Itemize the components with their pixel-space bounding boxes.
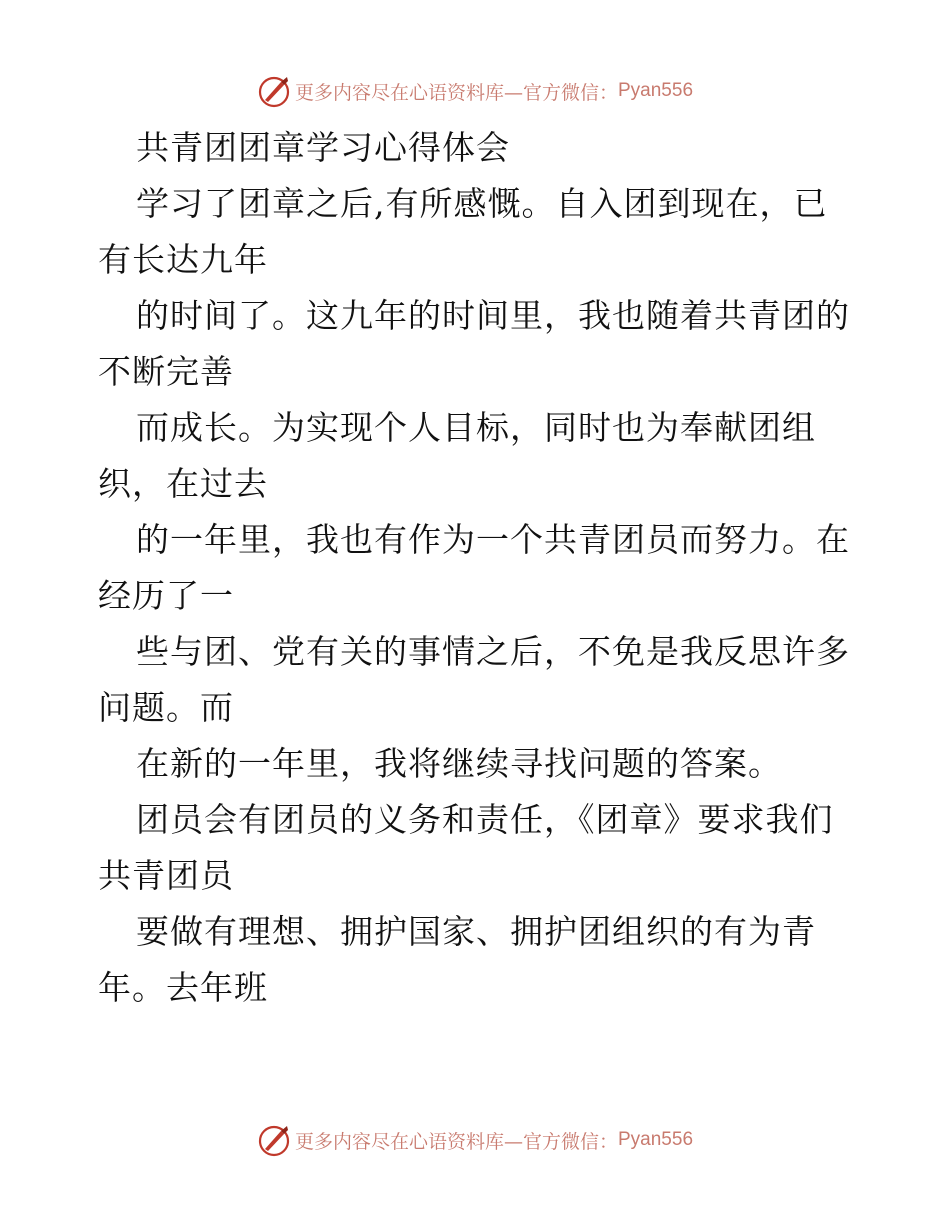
text-line: 年。去年班 bbox=[98, 968, 268, 1007]
banner-text: 更多内容尽在心语资料库—官方微信： bbox=[294, 81, 618, 104]
banner-text: 更多内容尽在心语资料库—官方微信： bbox=[294, 1130, 618, 1153]
banner-wechat-id: Pyan556 bbox=[618, 1129, 694, 1150]
text-line: 些与团、党有关的事情之后，不免是我反思许多 bbox=[136, 632, 850, 671]
footer-banner bbox=[0, 1120, 950, 1160]
banner-wechat-id: Pyan556 bbox=[618, 80, 694, 101]
text-line: 问题。而 bbox=[98, 688, 234, 727]
text-line: 织，在过去 bbox=[98, 464, 268, 503]
text-line: 学习了团章之后,有所感慨。自入团到现在，已 bbox=[136, 184, 828, 223]
quill-pen-logo-icon bbox=[257, 1123, 291, 1157]
text-line: 而成长。为实现个人目标，同时也为奉献团组 bbox=[136, 408, 816, 447]
text-line: 经历了一 bbox=[98, 576, 234, 615]
quill-pen-logo-icon bbox=[257, 74, 291, 108]
text-line: 共青团员 bbox=[98, 856, 234, 895]
text-line: 在新的一年里，我将继续寻找问题的答案。 bbox=[136, 744, 782, 783]
document-title: 共青团团章学习心得体会 bbox=[136, 128, 510, 167]
text-line: 要做有理想、拥护国家、拥护团组织的有为青 bbox=[136, 912, 816, 951]
document-body bbox=[98, 120, 858, 1016]
text-line: 有长达九年 bbox=[98, 240, 268, 279]
header-banner bbox=[0, 71, 950, 111]
text-line: 的时间了。这九年的时间里，我也随着共青团的 bbox=[136, 296, 850, 335]
text-line: 不断完善 bbox=[98, 352, 234, 391]
text-line: 团员会有团员的义务和责任，《团章》要求我们 bbox=[136, 800, 834, 839]
text-line: 的一年里，我也有作为一个共青团员而努力。在 bbox=[136, 520, 850, 559]
